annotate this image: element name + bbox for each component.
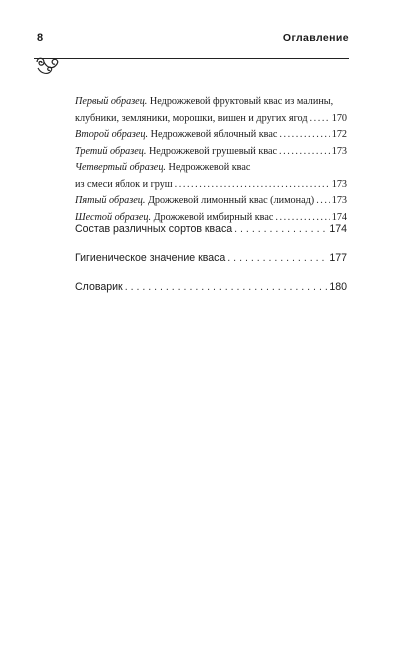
- dot-leader: [125, 281, 328, 293]
- dot-leader: [227, 252, 327, 264]
- page-ref: 170: [331, 112, 347, 124]
- subentry-title: Недрожжевой яблочный квас: [148, 129, 278, 140]
- entry-title: Гигиеническое значение кваса: [75, 252, 226, 264]
- dot-leader: [279, 144, 330, 161]
- entry-title: Словарик: [75, 281, 123, 293]
- header-rule: [34, 58, 349, 59]
- page-ref: 174: [329, 223, 347, 235]
- subentry-title: Дрожжевой лимонный квас (лимонад): [145, 195, 315, 206]
- dot-leader: [234, 223, 327, 235]
- page-ref: 173: [331, 195, 347, 206]
- toc-subentry[interactable]: [75, 193, 347, 210]
- dot-leader: [175, 177, 330, 194]
- subentry-title: Недрожжевой фруктовый квас из малины,: [147, 96, 334, 107]
- page-ref: 174: [331, 211, 347, 223]
- toc-subentry[interactable]: [75, 94, 347, 127]
- subentry-continuation: из смеси яблок и груш: [75, 178, 173, 190]
- subentry-label: Первый образец.: [75, 96, 148, 107]
- subentry-title: Дрожжевой имбирный квас: [151, 211, 274, 223]
- swirl-ornament-icon: [33, 54, 63, 78]
- page-number: 8: [37, 32, 44, 44]
- page-ref: 172: [331, 129, 347, 140]
- dot-leader: [279, 127, 329, 144]
- dot-leader: [316, 193, 330, 210]
- subentry-title: Недрожжевой квас: [165, 162, 251, 173]
- page-ref: 173: [331, 145, 347, 157]
- subentry-label: Шестой образец.: [75, 211, 152, 223]
- toc-entry[interactable]: [75, 252, 347, 264]
- page-ref: 173: [331, 178, 347, 190]
- dot-leader: [310, 111, 330, 128]
- toc-subentry[interactable]: [75, 127, 347, 144]
- subentry-label: Третий образец.: [75, 145, 147, 157]
- subentry-label: Второй образец.: [75, 129, 149, 140]
- toc-entry[interactable]: [75, 281, 347, 293]
- page-ref: 180: [329, 281, 347, 293]
- toc-subentry[interactable]: [75, 160, 347, 193]
- toc-subentries: [75, 94, 347, 226]
- page-ref: 177: [329, 252, 347, 264]
- subentry-label: Пятый образец.: [75, 195, 146, 206]
- toc-subentry[interactable]: [75, 144, 347, 161]
- entry-title: Состав различных сортов кваса: [75, 223, 233, 235]
- subentry-label: Четвертый образец.: [75, 162, 166, 173]
- subentry-continuation: клубники, земляники, морошки, вишен и других ягод: [75, 112, 308, 124]
- running-head: Оглавление: [282, 32, 349, 44]
- subentry-title: Недрожжевой грушевый квас: [146, 145, 278, 157]
- toc-entry[interactable]: [75, 223, 347, 235]
